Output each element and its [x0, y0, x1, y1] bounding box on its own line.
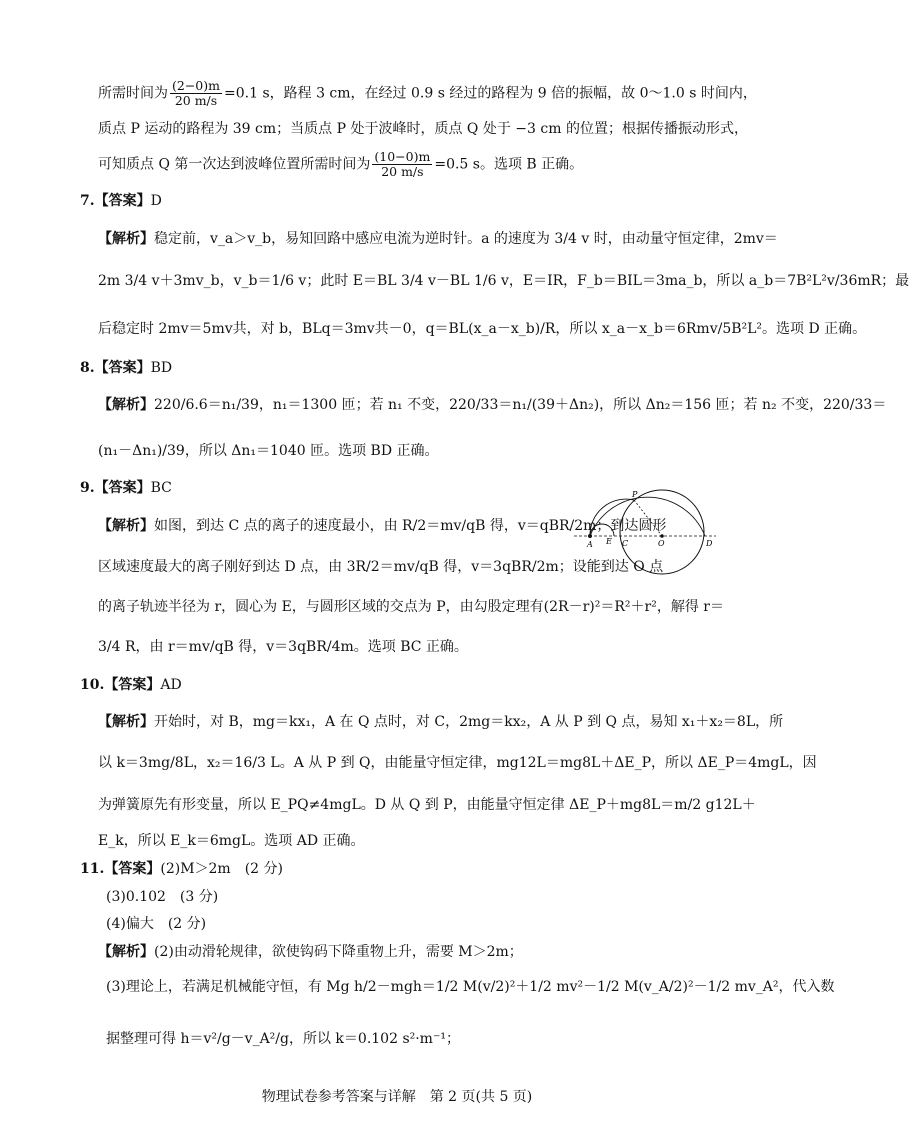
- text-line: 【解析】220/6.6＝n₁/39，n₁＝1300 匝；若 n₁ 不变，220/33＝n₁/(39＋Δn₂)，所以 Δn₂＝156 匝；若 n₂ 不变，220/33＝: [98, 397, 887, 413]
- label-p: P: [632, 490, 638, 499]
- label-d: D: [706, 539, 713, 548]
- question-10-heading: 10.【答案】AD: [80, 677, 182, 693]
- question-8-heading: 8.【答案】BD: [80, 360, 173, 376]
- text-line: 【解析】开始时，对 B，mg＝kx₁，A 在 Q 点时，对 C，2mg＝kx₂，A 从 P 到 Q 点，易知 x₁＋x₂＝8L，所: [98, 714, 784, 730]
- fraction: $\frac{(10-0)m}{20 m/s}$: [374, 149, 431, 179]
- text-line: 【解析】(2)由动滑轮规律，欲使钩码下降重物上升，需要 M＞2m；: [98, 944, 523, 960]
- page-footer: 物理试卷参考答案与详解 第 2 页(共 5 页): [261, 1089, 533, 1105]
- text-line: 以 k＝3mg/8L，x₂＝16/3 L。A 从 P 到 Q，由能量守恒定律，mg12L＝mg8L＋ΔE_P，所以 ΔE_P＝4mgL，因: [98, 755, 817, 771]
- text-line: 所需时间为 $\frac{(2-0)m}{20 m/s}$ =0.1 s，路程 3 cm，在经过 0.9 s 经过的路程为 9 倍的振幅，故 0～1.0 s 时间内，: [98, 78, 757, 108]
- text-line: (n₁－Δn₁)/39，所以 Δn₁＝1040 匝。选项 BD 正确。: [98, 443, 439, 459]
- text-line: 为弹簧原先有形变量，所以 E_PQ≠4mgL。D 从 Q 到 P，由能量守恒定律 ΔE_P＋mg8L＝m/2 g12L＋: [98, 797, 756, 813]
- label-o: O: [658, 539, 665, 548]
- question-7-heading: 7.【答案】D: [80, 193, 162, 209]
- text-line: (3)理论上，若满足机械能守恒，有 Mg h/2－mgh＝1/2 M(v/2)²＋1/2 mv²－1/2 M(v_A/2)²－1/2 mv_A²，代入数: [106, 979, 835, 995]
- text-line: 据整理可得 h＝v²/g－v_A²/g，所以 k＝0.102 s²·m⁻¹；: [106, 1031, 460, 1047]
- text-line: E_k，所以 E_k＝6mgL。选项 AD 正确。: [98, 833, 365, 849]
- trajectory-large: [590, 497, 705, 536]
- question-9-heading: 9.【答案】BC: [80, 480, 172, 496]
- radius-line: [634, 500, 662, 536]
- question-11-heading: 11.【答案】(2)M＞2m (2 分): [80, 861, 283, 877]
- label-a: A: [587, 540, 593, 549]
- point-a: [588, 534, 592, 538]
- text-line: 后稳定时 2mv＝5mv共，对 b，BLq＝3mv共－0，q＝BL(x_a－x_b)/R，所以 x_a－x_b＝6Rmv/5B²L²。选项 D 正确。: [98, 321, 867, 337]
- text-line: 3/4 R，由 r＝mv/qB 得，v＝3qBR/4m。选项 BC 正确。: [98, 639, 468, 655]
- text-line: 可知质点 Q 第一次达到波峰位置所需时间为 $\frac{(10-0)m}{20 m/s}$ =0.5 s。选项 B 正确。: [98, 149, 584, 179]
- text-line: 【解析】如图，到达 C 点的离子的速度最小，由 R/2＝mv/qB 得，v＝qBR/2m；到达圆形: [98, 518, 667, 534]
- label-e: E: [606, 537, 612, 546]
- text-line: (4)偏大 (2 分): [106, 916, 207, 932]
- point-o: [660, 534, 664, 538]
- trajectory-mid: [590, 499, 634, 536]
- fraction: $\frac{(2-0)m}{20 m/s}$: [172, 78, 220, 108]
- text-line: 区域速度最大的离子刚好到达 D 点，由 3R/2＝mv/qB 得，v＝3qBR/2m；设能到达 O 点: [98, 559, 664, 575]
- text-line: 【解析】稳定前，v_a＞v_b，易知回路中感应电流为逆时针。a 的速度为 3/4 v 时，由动量守恒定律，2mv＝: [98, 231, 778, 247]
- label-c: C: [622, 539, 629, 548]
- text-line: 质点 P 运动的路程为 39 cm；当质点 P 处于波峰时，质点 Q 处于 −3 cm 的位置；根据传播振动形式，: [98, 121, 748, 137]
- text-line: (3)0.102 (3 分): [106, 889, 219, 905]
- circles-diagram: [572, 480, 718, 560]
- trajectory-small: [590, 524, 614, 536]
- text-line: 的离子轨迹半径为 r，圆心为 E，与圆形区域的交点为 P，由勾股定理有(2R－r)²＝R²＋r²，解得 r＝: [98, 599, 724, 615]
- text-line: 2m 3/4 v＋3mv_b，v_b＝1/6 v；此时 E＝BL 3/4 v－BL 1/6 v，E＝IR，F_b＝BIL＝3ma_b，所以 a_b＝7B²L²v/36mR；最: [98, 273, 909, 289]
